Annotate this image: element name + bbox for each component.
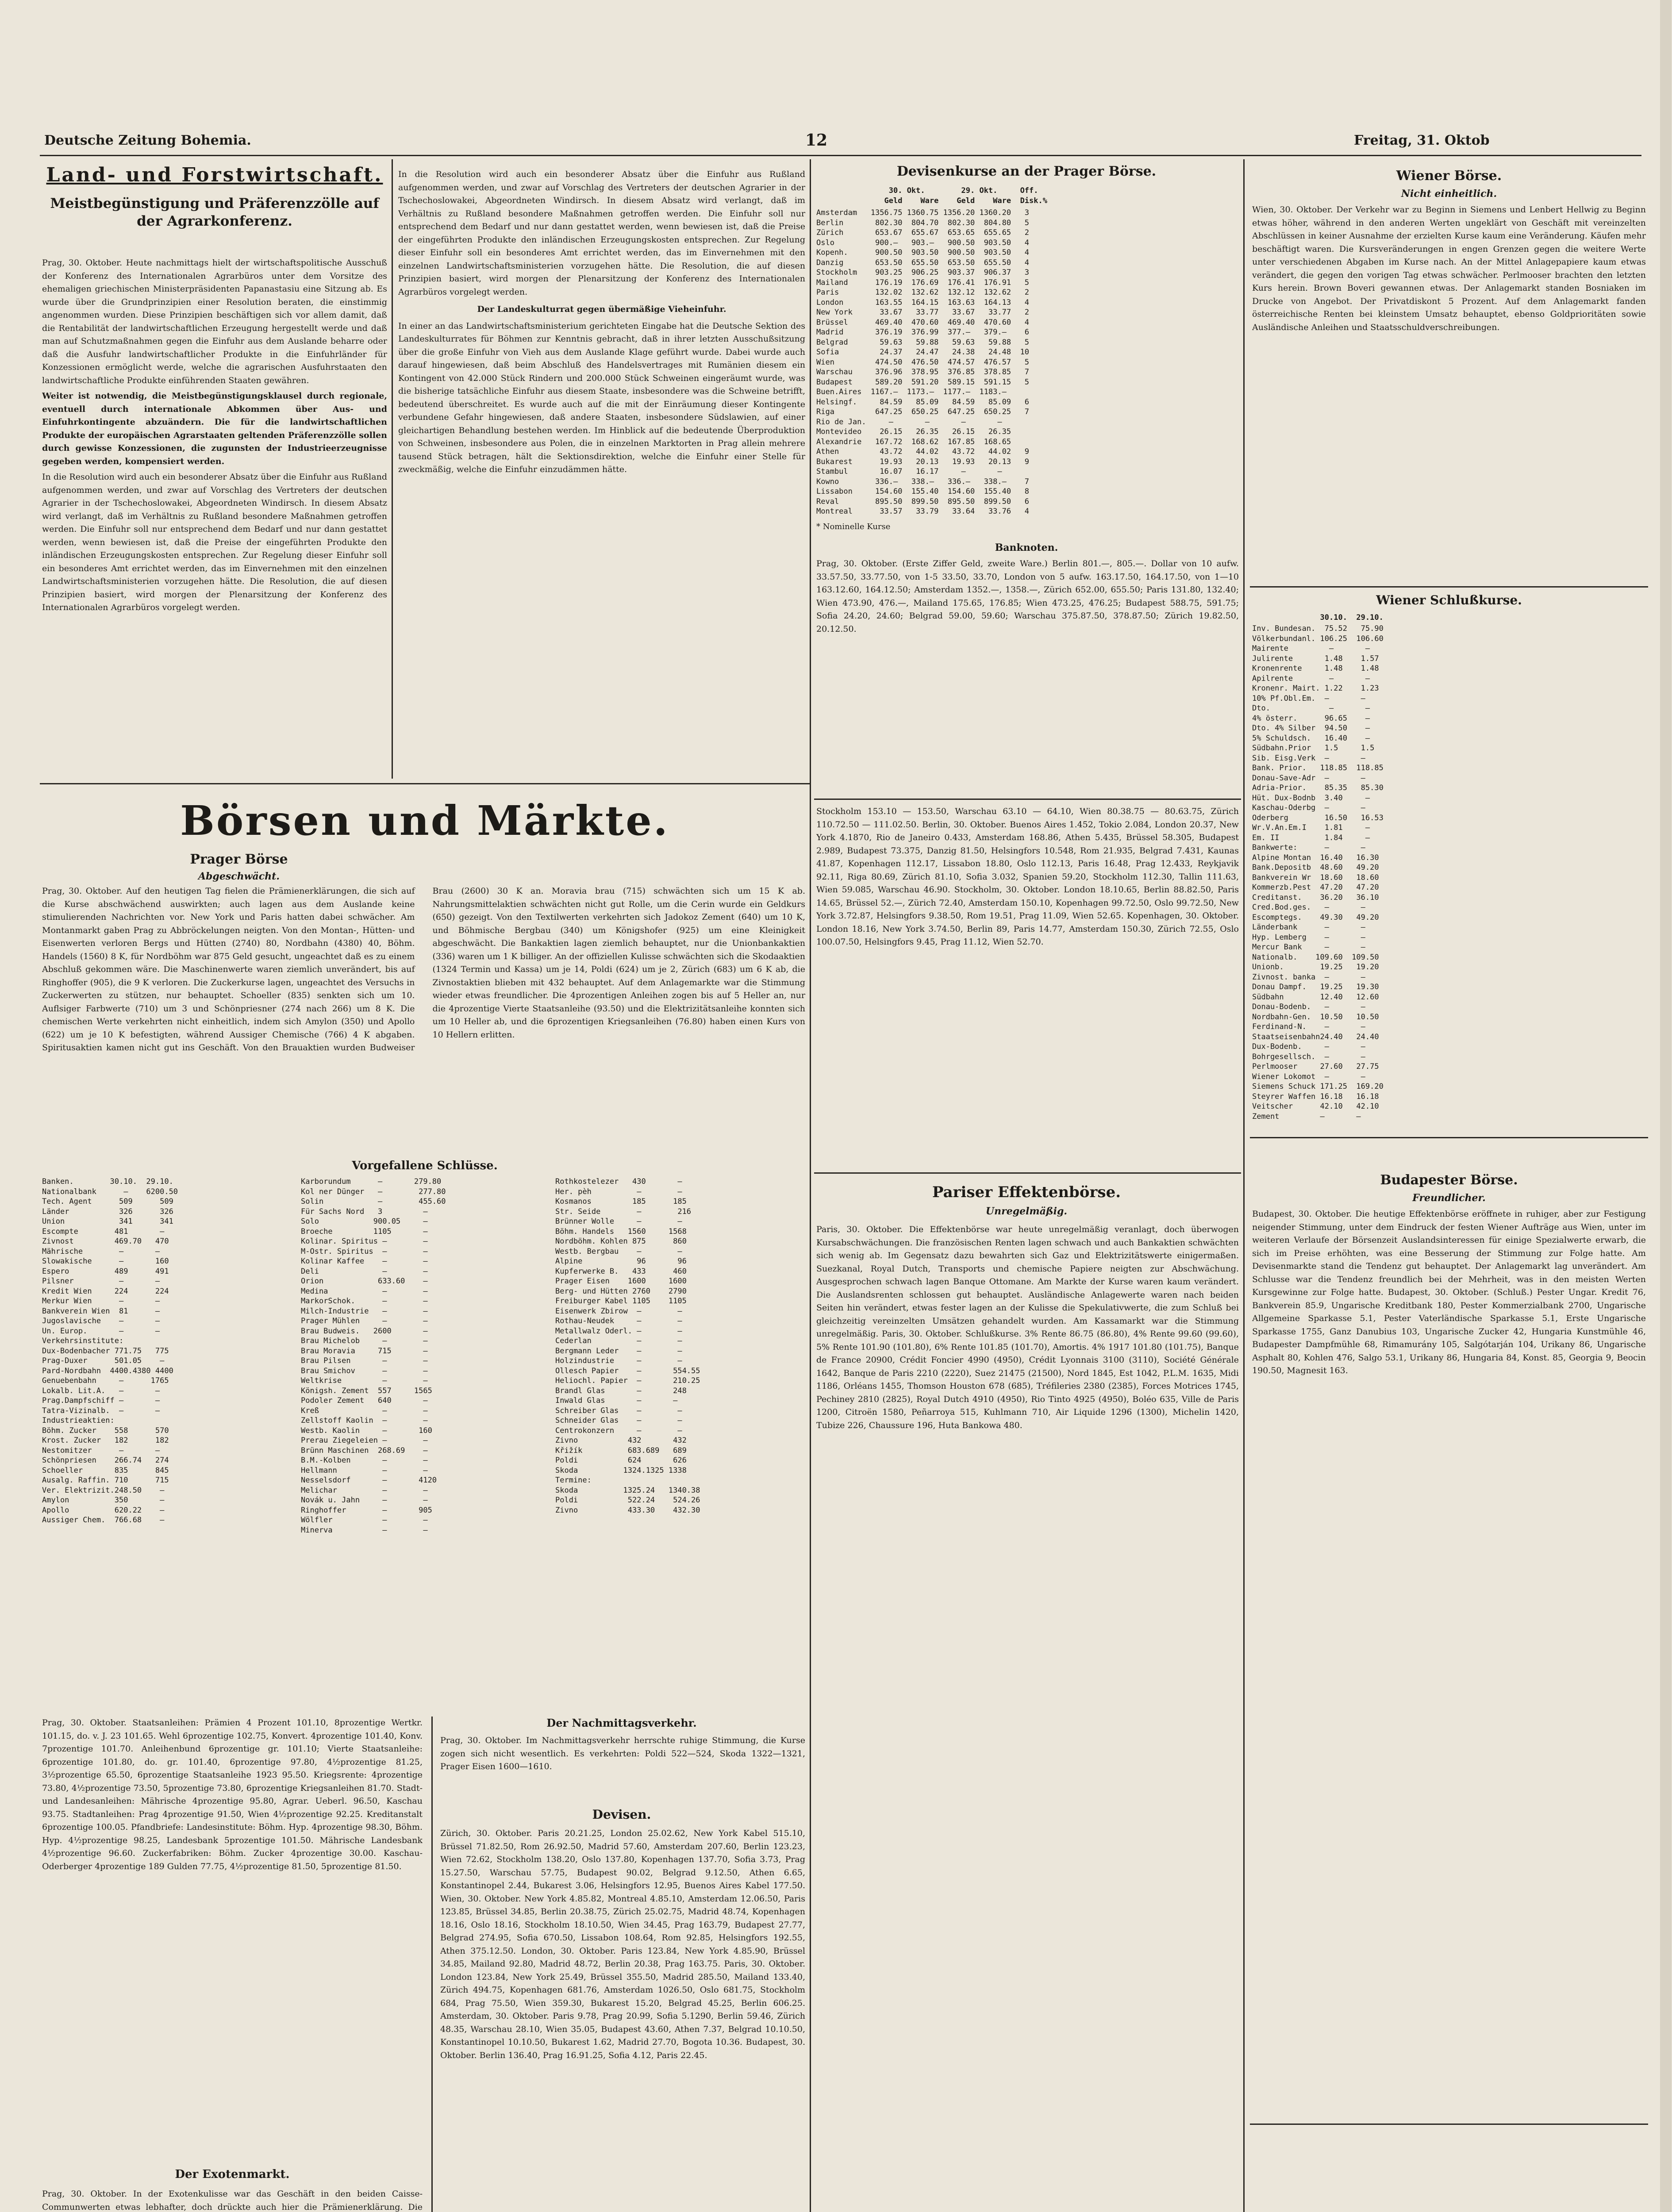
devisen-row: New York 33.67 33.77 33.67 33.77 2 — [816, 308, 1030, 317]
wien-row: Wr.V.An.Em.I 1.81 — — [1252, 823, 1370, 832]
wien-row: Hyp. Lemberg — — — [1252, 933, 1365, 942]
devisen-section-rule — [814, 799, 1241, 800]
wien-text: Wien, 30. Oktober. Der Verkehr war zu Beginn in Siemens und Lenbert Hellwig zu Beginn etwas höher, während in den anderen Werten ungeklärt von Geschäft mit vereinzelten Abschlüssen in keiner Ausnahme der erzielten Kurse kaum eine Veränderung. Käufen mehr beschäftigt waren. Die Kursveränderungen in engen Grenzen gegen die weitere Werte unter verschiedenen Abgaben im Kurse nach. An der Mittel Anlagepapiere kaum etwas verändert, die gegen den vorigen Tag etwas schwächer. Perlmooser brachten den letzten Kurs herein. Brown Boveri gewannen etwas. Der Anlagemarkt standen Bosniaken im Drucke von Angebot. Der Privatdiskont 5 Prozent. Auf dem Anlagemarkt fanden österreichische Renten bei kleinstem Umsatz behauptet, ebenso Goldprioritäten sowie Ausländische Anleihen und Staatsschuldverschreibungen. — [1252, 205, 1646, 332]
devisen-row: London 163.55 164.15 163.63 164.13 4 — [816, 298, 1030, 307]
wien-row: Dto. — — — [1252, 704, 1370, 713]
wien-row: Ferdinand-N. — — — [1252, 1022, 1365, 1031]
wien-row: Inv. Bundesan. 75.52 75.90 — [1252, 624, 1384, 633]
wien-row: Kronenr. Mairt. 1.22 1.23 — [1252, 684, 1379, 693]
wien-row: Nationalb. 109.60 109.50 — [1252, 952, 1379, 962]
wien-row: Staatseisenbahn24.40 24.40 — [1252, 1032, 1379, 1041]
wien-row: Adria-Prior. 85.35 85.30 — [1252, 783, 1384, 792]
devisen-row: Buen.Aires 1167.— 1173.— 1177.— 1183.— — [816, 388, 1007, 396]
devisen-row: Belgrad 59.63 59.88 59.63 59.88 5 — [816, 338, 1030, 347]
devisen-note: * Nominelle Kurse — [816, 522, 891, 531]
wien-rule — [1250, 586, 1648, 588]
pariser-title: Pariser Effektenbörse. — [932, 1183, 1121, 1201]
vorgefallene-table-3: Rothkostelezer 430 — Her. pèh — — Kosmanos 185 185 Str. Seide — 216 Brünner Wolle — — Böhm. Handels 1560 1568 Nordböhm. Kohlen 875 860 Westb. Bergbau — — Alpine 96 96 Kupferwerke B. 433 460 Prager Eisen 1600 1600 Berg- und Hütten 2760 2790 Freiburger Kabel 1105 1105 Eisenwerk Zbirow — — Rothau-Neudek — — Metallwalz Oderl. — — Cederlan — — Bergmann Leder — — Holzindustrie — — Ollesch Papier — 554.55 Heliochl. Papier — 210.25 Brandl Glas — 248 Inwald Glas — — Schreiber Glas — — Schneider Glas — — Centrokonzern — — Zivno 432 432 Křižík 683.689 689 Poldi 624 626 Skoda 1324.1325 1338 Termine: Skoda 1325.24 1340.38 Poldi 522.24 524.26 Zivno 433.30 432.30 — [555, 1177, 700, 1515]
wien-row: Kommerzb.Pest 47.20 47.20 — [1252, 883, 1379, 892]
wien-row: Nordbahn-Gen. 10.50 10.50 — [1252, 1012, 1379, 1022]
article-title-agrar: Meistbegünstigung und Präferenzzölle auf der Agrarkonferenz. — [50, 196, 379, 229]
wien-row: Bankwerte: — — — [1252, 843, 1365, 852]
header-rule — [40, 155, 1641, 156]
section-rule — [40, 783, 810, 784]
devisen-row: Riga 647.25 650.25 647.25 650.25 7 — [816, 407, 1030, 416]
prager-boerse-text: Prag, 30. Oktober. Auf den heutigen Tag fielen die Prämienerklärungen, die sich auf die Kurse abschwächend auswirkten; auch lagen aus dem Auslande keine stimulierenden Nachrichten vor. New York und Paris hatten dabei schwächer. Am Montanmarkt gaben Prag zu Abbröckelungen neigten. Von den Montan-, Hütten- und Eisenwerten verloren Bergs und Hütten (2740) 80, Nordbahn (4380) 40, Böhm. Handels (1560) 8 K, für Nordböhm war 875 Geld gesucht, ungeachtet daß es zu einem Abschluß gekommen wäre. Die Maschinenwerte waren ziemlich unverändert, bis auf Ringhoffer (905), die 9 K verloren. Die Zuckerkurse lagen, ungeachtet des Versuchs in Zuckerwerten zu stützen, nur behauptet. Schoeller (835) senkten sich um 10. Auflsiger Farbwerte (710) um 3 und Schönpriesner (274 nach 266) um 8 K. Die chemischen Werte verkehrten nicht einheitlich, indem sich Amylon (350) und Apollo (622) um je 10 K befestigten, während Aussiger Chemische (766) 4 K abgaben. Spiritusaktien kamen nicht gut ins Geschäft. Von den Brauaktien wurden Budweiser Brau (2600) 30 K an. Moravia brau (715) schwächten sich um 15 K ab. Nahrungsmittelaktien schwächten nicht gut Rolle, um die Cerin wurde ein Geldkurs (650) gezeigt. Von den Textilwerten verkehrten sich Jadokoz Zement (640) um 10 K, und Böhmische Bergbau (340) um Königshofer (925) um eine Kleinigkeit abgeschwächt. Die Bankaktien lagen ziemlich behauptet, nur die Unionbankaktien (336) waren um 1 K billiger. An der offiziellen Kulisse schwächten sich die Skodaaktien (1324 Termin und Kassa) um je 14, Poldi (624) um je 2, Zürich (683) um 6 K ab, die Zivnostaktien blieben mit 432 behauptet. Auf dem Anlagemarkte war die Stimmung wieder etwas freundlicher. Die 4prozentigen Anleihen zogen bis auf 5 Heller an, nur die 4prozentige Vierte Staatsanleihe (93.50) und die Elektrizitätsanleihe konnten sich um 10 Heller ab, und die 6prozentigen Kriegsanleihen (76.80) haben einen Kurs von 10 Hellern erlitten. — [42, 886, 805, 1052]
exoten-text: Prag, 30. Oktober. In der Exotenkulisse war das Geschäft in den beiden Caisse-Communwerten etwas lebhafter, doch drückte auch hier die Prämienerklärung. Die — [42, 2189, 423, 2212]
wien-row: Donau Dampf. 19.25 19.30 — [1252, 983, 1379, 991]
devisen-row: Stockholm 903.25 906.25 903.37 906.37 3 — [816, 268, 1030, 277]
devisen-row: Athen 43.72 44.02 43.72 44.02 9 — [816, 447, 1030, 456]
international-devisen-text: Stockholm 153.10 — 153.50, Warschau 63.10 — 64.10, Wien 80.38.75 — 80.63.75, Zürich 110.72.50 — 111.02.50. Berlin, 30. Oktober. Buenos Aires 1.452, Tokio 2.084, London 20.37, New York 4.1870, Rio de Janeiro 0.433, Amsterdam 168.86, Athen 5.435, Brüssel 58.305, Budapest 2.989, Budapest 73.375, Danzig 81.50, Helsingfors 10.548, Rom 21.935, Belgrad 7.431, Kaunas 41.87, Kopenhagen 112.17, Lissabon 18.80, Oslo 112.13, Paris 16.48, Prag 12.433, Reykjavik 92.11, Riga 80.69, Zürich 81.10, Sofia 3.032, Spanien 59.20, Stockholm 112.30, Tallin 111.63, Wien 59.085, Warschau 46.90. Stockholm, 30. Oktober. London 18.10.65, Berlin 88.82.50, Paris 14.65, Brüssel 52.—, Zürich 72.40, Amsterdam 150.10, Kopenhagen 99.72.50, Oslo 99.72.50, New York 3.72.87, Helsingfors 9.38.50, Rom 19.51, Prag 11.09, Wien 52.65. Kopenhagen, 30. Oktober. London 18.16, New York 3.74.50, Berlin 89, Paris 14.77, Amsterdam 150.30, Zürich 72.55, Oslo 100.07.50, Helsingfors 9.45, Prag 11.12, Wien 52.70. — [816, 806, 1239, 947]
wien-row: Donau-Save-Adr — — — [1252, 773, 1365, 783]
wien-schluss-title: Wiener Schlußkurse. — [1376, 593, 1522, 607]
devisen-row: Kowno 336.— 338.— 336.— 338.— 7 — [816, 477, 1030, 486]
wien-row: Hüt. Dux-Bodnb 3.40 — — [1252, 793, 1370, 803]
boersen-title: Börsen und Märkte. — [180, 797, 669, 845]
column-rule — [392, 159, 393, 779]
wien-row: Mairente — — — [1252, 644, 1370, 653]
wien-row: Dux-Bodenb. — — — [1252, 1042, 1365, 1051]
devisen-row: Madrid 376.19 376.99 377.— 379.— 6 — [816, 328, 1030, 337]
vorgefallene-table-2: Karborundum — 279.80 Kol ner Dünger — 277.80 Solin — 455.60 Für Sachs Nord 3 — Solo 900.05 — Broeche 1105 — Kolinar. Spiritus — — M-Ostr. Spiritus — — Kolinar Kaffee — — Deli — — Orion 633.60 — Medina — — MarkorSchok. — — Milch-Industrie — — Prager Mühlen — — Brau Budweis. 2600 — Brau Michelob — — Brau Moravia 715 — Brau Pilsen — — Brau Smichov — — Weltkrise — — Königsh. Zement 557 1565 Podoler Zement 640 — Kreß — — Zellstoff Kaolin — — Westb. Kaolin — 160 Prerau Ziegeleien — — Brünn Maschinen 268.69 — B.M.-Kolben — — Hellmann — — Nesselsdorf — 4120 Melichar — — Novák u. Jahn — — Ringhoffer — 905 Wölfler — — Minerva — — — [301, 1177, 446, 1535]
header-left: Deutsche Zeitung Bohemia. — [44, 133, 251, 148]
devisen-prag-table — [816, 208, 1241, 518]
devisen-row: Oslo 900.— 903.— 900.50 903.50 4 — [816, 238, 1030, 247]
wien-row: Südbahn.Prior 1.5 1.5 — [1252, 744, 1375, 753]
exoten-title: Der Exotenmarkt. — [175, 2168, 290, 2181]
wien-row: Em. II 1.84 — — [1252, 833, 1370, 842]
pariser-text: Paris, 30. Oktober. Die Effektenbörse war heute unregelmäßig veranlagt, doch überwogen Kursabschwächungen. Die französischen Renten lagen schwach und auch Bankaktien schwächten sich wenig ab. Im Gegensatz dazu bewahrten sich Gaz und Elektrizitätswerte einigermaßen. Suezkanal, Royal Dutch, Transports und chemische Papiere neigten zur Abschwächung. Ausgesprochen schwach lagen Banque Ottomane. Am Markte der Kurse waren kaum verändert. Die Auslandsrenten schlossen gut behauptet. Ausländische Anlagewerte waren nach beiden Seiten hin verändert, etwas fester lagen an der Kulisse die Spekulativwerte, die zum Schluß bei gleichzeitig vereinzelten Umsätzen gehandelt wurden. Am Kassamarkt war die Stimmung unregelmäßig. Paris, 30. Oktober. Schlußkurse. 3% Rente 86.75 (86.80), 4% Rente 99.60 (99.60), 5% Rente 101.90 (101.80), 6% Rente 101.85 (101.70), Amortis. 4% 1917 101.80 (101.75), Banque de France 20900, Crédit Foncier 4990 (4950), Crédit Lyonnais 3100 (3110), Société Générale 1642, Banque de Paris 2210 (2220), Suez 21475 (21500), Nord 1845, Est 1042, P.L.M. 1635, Midi 1186, Orléans 1455, Thomson Houston 678 (685), Tréfileries 2380 (2385), Forces Motrices 1745, Pechiney 2810 (2825), Royal Dutch 4910 (4950), Rio Tinto 4925 (4950), Boléo 635, Ville de Paris 1200, Citroën 1580, Peñarroya 515, Kuhlmann 710, Air Liquide 1296 (1300), Michelin 1420, Tubize 226, Chaussure 196, Huta Bankowa 480. — [816, 1225, 1239, 1430]
wien-row: Zivnost. banka — — — [1252, 972, 1365, 982]
wien-row: Alpine Montan 16.40 16.30 — [1252, 853, 1379, 862]
devisen-prag-title: Devisenkurse an der Prager Börse. — [896, 164, 1157, 179]
devisen-row: Montevideo 26.15 26.35 26.15 26.35 — [816, 427, 1011, 436]
vieh-text: In einer an das Landwirtschaftsministerium gerichteten Eingabe hat die Deutsche Sektion des Landeskulturrates für Böhmen zur Kenntnis gebracht, daß in ihrer letzten Ausschußsitzung über die große Einfuhr von Vieh aus dem Auslande Klage geführt wurde. Dabei wurde auch darauf hingewiesen, daß beim Abschluß des Handelsvertrages mit Rumänien diesem ein Kontingent von 42.000 Stück Rindern und 200.000 Stück Schweinen eingeräumt wurde, was die bisherige tatsächliche Einfuhr aus diesem Staate, insbesondere was die Schweine betrifft, bedeutend überschreitet. Es wurde auch auf die mit der Einräumung dieser Kontingente verbundene Gefahr hingewiesen, daß andere Staaten, insbesondere Südslawien, auf einer gleichartigen Behandlung bestehen werden. Im Hinblick auf die bedeutende Überproduktion von Schweinen, insbesondere aus Polen, die in einzelnen Marktorten in Prag allein mehrere tausend Stück betragen, hält die Sektionsdirektion, welche die Einfuhr einer Stelle für zweckmäßig, welche die Einfuhr einzudämmen hätte. — [398, 321, 805, 474]
section-title-land: Land- und Forstwirtschaft. — [46, 164, 383, 186]
wien-row: Apilrente — — — [1252, 674, 1370, 683]
land-paragraph: Weiter ist notwendig, die Meistbegünstigungsklausel durch regionale, eventuell durch internationale Abkommen über Aus- und Einfuhrkontingente abzuändern. Die für die landwirtschaftlichen Produkte der europäischen Agrarstaaten geltenden Präferenzzölle sollen durch gewisse Konzessionen, die zugunsten der Industrieerzeugnisse gegeben werden, kompensiert werden. — [42, 391, 387, 466]
wien-row: Veitscher 42.10 42.10 — [1252, 1102, 1379, 1111]
wien-schluss-table — [1252, 624, 1650, 1133]
prager-boerse-subtitle: Abgeschwächt. — [198, 871, 280, 882]
budapest-title: Budapester Börse. — [1380, 1172, 1518, 1188]
devisen-row: Zürich 653.67 655.67 653.65 655.65 2 — [816, 228, 1030, 237]
devisen-row: Danzig 653.50 655.50 653.50 655.50 4 — [816, 258, 1030, 267]
page-gutter — [1660, 0, 1672, 2212]
wien-row: Steyrer Waffen 16.18 16.18 — [1252, 1092, 1379, 1101]
wien-row: Oderberg 16.50 16.53 — [1252, 813, 1384, 822]
budapest-subtitle: Freundlicher. — [1412, 1192, 1486, 1204]
devisen-row: Paris 132.02 132.62 132.12 132.62 2 — [816, 288, 1030, 297]
vorgefallene-title: Vorgefallene Schlüsse. — [352, 1159, 498, 1172]
wien-row: Völkerbundanl. 106.25 106.60 — [1252, 634, 1384, 643]
devisen-row: Warschau 376.96 378.95 376.85 378.85 7 — [816, 368, 1030, 376]
devisen-row: Mailand 176.19 176.69 176.41 176.91 5 — [816, 278, 1030, 287]
devisen-row: Reval 895.50 899.50 895.50 899.50 6 — [816, 497, 1030, 506]
column-rule — [1243, 159, 1245, 2212]
wien-row: Zement — — — [1252, 1112, 1361, 1121]
devisen-row: Lissabon 154.60 155.40 154.60 155.40 8 — [816, 487, 1030, 496]
devisen-row: Stambul 16.07 16.17 — — — [816, 467, 1002, 476]
devisen-row: Sofia 24.37 24.47 24.38 24.48 10 — [816, 348, 1030, 357]
wien-subtitle: Nicht einheitlich. — [1401, 188, 1497, 200]
wien-row: Dto. 4% Silber 94.50 — — [1252, 724, 1370, 733]
prager-boerse-title: Prager Börse — [190, 852, 288, 867]
wien-row: Wiener Lokomot — — — [1252, 1072, 1365, 1081]
anleihen-text: Prag, 30. Oktober. Staatsanleihen: Prämien 4 Prozent 101.10, 8prozentige Wertkr. 101.15, do. v. J. 23 101.65. Wehl 6prozentige 102.75, Konvert. 4prozentige 101.40, Konv. 7prozentige 101.70. Anleihenbund 6prozentige gr. 101.10; Vierte Staatsanleihe: 6prozentige 101.80, do. gr. 101.40, 6prozentige 97.80, 4½prozentige 81.25, 3½prozentige 65.50, 6prozentige Staatsanleihe 1923 95.50. Kriegsrente: 4prozentige 73.80, 4½prozentige 73.50, 5prozentige 73.80, 6prozentige Kriegsanleihen 81.70. Stadt- und Landesanleihen: Mährische 4prozentige 95.80, Agrar. Ueberl. 96.50, Kaschau 93.75. Stadtanleihen: Prag 4prozentige 91.50, Wien 4½prozentige 92.25. Kreditanstalt 6prozentige 100.05. Pfandbriefe: Landesinstitute: Böhm. Hyp. 4prozentige 98.30, Böhm. Hyp. 4½prozentige 98.25, Landesbank 5prozentige 101.50. Mährische Landesbank 4½prozentige 96.60. Zuckerfabriken: Böhm. Zucker 4prozentige 30.00. Kaschau-Oderberger 4prozentige 189 Gulden 77.75, 4½prozentige 81.50, 5prozentige 81.50. — [42, 1718, 423, 1871]
column-rule — [810, 159, 811, 2212]
devisen-prag-head: 30. Okt. 29. Okt. Off. Geld Ware Geld Ware Disk.% — [884, 186, 1047, 205]
land-column-1 — [42, 257, 387, 779]
wien-row: Bank.Depositb 48.60 49.20 — [1252, 863, 1379, 872]
wien-row: Escomptegs. 49.30 49.20 — [1252, 913, 1379, 922]
wien-schluss-head: 30.10. 29.10. — [1252, 613, 1384, 622]
devisen-row: Berlin 802.30 804.70 802.30 804.80 5 — [816, 218, 1030, 227]
budapest-end-rule — [1250, 2124, 1648, 2125]
devisen-title: Devisen. — [592, 1807, 651, 1822]
devisen-row: Kopenh. 900.50 903.50 900.50 903.50 4 — [816, 248, 1030, 257]
nachmittag-text: Prag, 30. Oktober. Im Nachmittagsverkehr herrschte ruhige Stimmung, die Kurse zogen sich nicht wesentlich. Es verkehrten: Poldi 522—524, Skoda 1322—1321, Prager Eisen 1600—1610. — [440, 1736, 805, 1771]
wien-row: Mercur Bank — — — [1252, 943, 1365, 952]
devisen-row: Bukarest 19.93 20.13 19.93 20.13 9 — [816, 457, 1030, 466]
wien-row: Siemens Schuck 171.25 169.20 — [1252, 1082, 1384, 1091]
wien-row: Cred.Bod.ges. — — — [1252, 903, 1365, 912]
pariser-subtitle: Unregelmäßig. — [985, 1206, 1068, 1217]
wien-row: Julirente 1.48 1.57 — [1252, 654, 1379, 663]
land-paragraph-continued: In die Resolution wird auch ein besonderer Absatz über die Einfuhr aus Rußland aufgenommen werden, und zwar auf Vorschlag des Vertreters der deutschen Agrarier in der Tschechoslowakei, Abgeordneten Windirsch. In diesem Absatz wird verlangt, daß im Verhältnis zu Rußland besondere Maßnahmen getroffen werden. Die Einfuhr soll nur entsprechend dem Bedarf und nur dann gestattet werden, wenn bewiesen ist, daß die Preise der eingeführten Produkte den inländischen Erzeugungskosten entsprechen. Zur Regelung dieser Einfuhr soll ein besonderes Amt errichtet werden, das im Einvernehmen mit den einzelnen Landwirtschaftsministerien vorzugehen hätte. Die Resolution, die auf diesen Prinzipien basiert, wird morgen der Plenarsitzung der Konferenz des Internationalen Agrarbüros vorgelegt werden. — [398, 169, 805, 297]
banknoten-title: Banknoten. — [995, 542, 1058, 553]
wien-row: Sib. Eisg.Verk — — — [1252, 753, 1365, 763]
devisen-row: Brüssel 469.40 470.60 469.40 470.60 4 — [816, 318, 1030, 327]
wien-title: Wiener Börse. — [1396, 168, 1502, 184]
vorgefallene-table-1: Banken. 30.10. 29.10. Nationalbank — 6200.50 Tech. Agent 509 509 Länder 326 326 Union 341 341 Escompte 481 — Zivnost 469.70 470 Mährische — — Slowakische — 160 Espero 489 491 Pilsner — — Kredit Wien 224 224 Merkur Wien — — Bankverein Wien 81 — Jugoslavische — — Un. Europ. — — Verkehrsinstitute: Dux-Bodenbacher 771.75 775 Prag-Duxer 501.05 — Pard-Nordbahn 4400.4380 4400 Genuebenbahn — 1765 Lokalb. Lit.A. — — Prag.Dampfschiff — — Tatra-Vizinalb. — — Industrieaktien: Böhm. Zucker 558 570 Krost. Zucker 182 182 Nestomitzer — — Schönpriesen 266.74 274 Schoeller 835 845 Ausalg. Raffin. 710 715 Ver. Elektrizit.248.50 — Amylon 350 — Apollo 620.22 — Aussiger Chem. 766.68 — — [42, 1177, 178, 1525]
devisen-row: Budapest 589.20 591.20 589.15 591.15 5 — [816, 377, 1030, 387]
wien-row: Perlmooser 27.60 27.75 — [1252, 1062, 1379, 1071]
wien-row: Kaschau-Oderbg — — — [1252, 803, 1365, 812]
wien-row: Bankverein Wr 18.60 18.60 — [1252, 873, 1379, 882]
budapest-text: Budapest, 30. Oktober. Die heutige Effektenbörse eröffnete in ruhiger, aber zur Festigung neigender Stimmung, unter dem Eindruck der festen Wiener Aufträge aus Wien, unter im weiteren Verlaufe der Börsenzeit Auslandsinteressen für einige Spezialwerte erwarb, die sich im Preise erhöhten, was eine Besserung der Stimmung zur Folge hatte. Am Devisenmarkte stand die Tendenz gut behauptet. Der Anlagemarkt lag unverändert. Am Schlusse war die Tendenz freundlich bei der Mehrheit, was in den meisten Werten Kursgewinne zur Folge hatte. Budapest, 30. Oktober. (Schluß.) Pester Ungar. Kredit 76, Bankverein 85.9, Ungarische Kreditbank 180, Pester Kommerzialbank 2700, Ungarische Allgemeine Sparkasse 5.1, Pester Vaterländische Sparkasse 5.1, Erste Ungarische Sparkasse 1755, Ganz Danubius 103, Ungarische Zucker 42, Hungaria Kunstmühle 46, Budapester Dampfmühle 68, Rimamurány 105, Salgótarján 104, Urikany 86, Ungarische Asphalt 80, Kohlen 476, Salgo 53.1, Urikany 86, Hungaria 84, Konst. 85, Georgia 9, Beocin 190.50, Magnesit 163. — [1252, 1209, 1646, 1375]
wien-row: 10% Pf.Obl.Em. — — — [1252, 694, 1365, 703]
wien-row: Creditanst. 36.20 36.10 — [1252, 893, 1379, 902]
wien-row: Kronenrente 1.48 1.48 — [1252, 664, 1379, 673]
devisen-row: Montreal 33.57 33.79 33.64 33.76 4 — [816, 507, 1030, 516]
devisen-text: Zürich, 30. Oktober. Paris 20.21.25, London 25.02.62, New York Kabel 515.10, Brüssel 71.82.50, Rom 26.92.50, Madrid 57.60, Amsterdam 207.60, Berlin 123.23, Wien 72.62, Stockholm 138.20, Oslo 137.80, Kopenhagen 137.70, Sofia 3.73, Prag 15.27.50, Warschau 57.75, Budapest 90.02, Belgrad 9.12.50, Athen 6.65, Konstantinopel 2.44, Bukarest 3.06, Helsingfors 12.95, Buenos Aires Kabel 177.50. Wien, 30. Oktober. New York 4.85.82, Montreal 4.85.10, Amsterdam 12.06.50, Paris 123.85, Brüssel 34.85, Berlin 20.38.75, Zürich 25.02.75, Madrid 48.74, Kopenhagen 18.16, Oslo 18.16, Stockholm 18.10.50, Wien 34.45, Prag 163.79, Budapest 27.77, Belgrad 274.95, Sofia 670.50, Lissabon 108.64, Rom 92.85, Helsingfors 192.55, Athen 375.12.50. London, 30. Oktober. Paris 123.84, New York 4.85.90, Brüssel 34.85, Mailand 92.80, Madrid 48.72, Berlin 20.38, Prag 163.75. Paris, 30. Oktober. London 123.84, New York 25.49, Brüssel 355.50, Madrid 285.50, Mailand 133.40, Zürich 494.75, Kopenhagen 681.76, Amsterdam 1026.50, Oslo 681.75, Stockholm 684, Prag 75.50, Wien 359.30, Bukarest 15.20, Belgrad 45.25, Berlin 606.25. Amsterdam, 30. Oktober. Paris 9.78, Prag 20.99, Sofia 5.1290, Berlin 59.46, Zürich 48.35, Warschau 28.10, Wien 35.05, Budapest 43.60, Athen 7.37, Belgrad 10.10.50, Konstantinopel 10.10.50, Bukarest 1.62, Madrid 27.70, Bogota 10.36. Budapest, 30. Oktober. Berlin 136.40, Prag 16.91.25, Sofia 4.12, Paris 22.45. — [440, 1828, 805, 2060]
wien-row: 5% Schuldsch. 16.40 — — [1252, 733, 1370, 743]
wien-row: Bohrgesellsch. — — — [1252, 1052, 1365, 1061]
wien-row: Südbahn 12.40 12.60 — [1252, 992, 1379, 1002]
land-paragraph: In die Resolution wird auch ein besonderer Absatz über die Einfuhr aus Rußland aufgenommen werden, und zwar auf Vorschlag des Vertreters der deutschen Agrarier in der Tschechoslowakei, Abgeordneten Windirsch. In diesem Absatz wird verlangt, daß im Verhältnis zu Rußland besondere Maßnahmen getroffen werden. Die Einfuhr soll nur entsprechend dem Bedarf und nur dann gestattet werden, wenn bewiesen ist, daß die Preise der eingeführten Produkte den inländischen Erzeugungskosten entsprechen. Zur Regelung dieser Einfuhr soll ein besonderes Amt errichtet werden, das im Einvernehmen mit den einzelnen Landwirtschaftsministerien vorzugehen hätte. Die Resolution, die auf diesen Prinzipien basiert, wird morgen der Plenarsitzung der Konferenz des Internationalen Agrarbüros vorgelegt werden. — [42, 472, 387, 612]
header-right: Freitag, 31. Oktob — [1354, 133, 1490, 148]
wien-row: Länderbank — — — [1252, 923, 1365, 932]
nachmittag-title: Der Nachmittagsverkehr. — [546, 1717, 697, 1729]
wien-row: Unionb. 19.25 19.20 — [1252, 963, 1379, 972]
devisen-row: Alexandrie 167.72 168.62 167.85 168.65 — [816, 437, 1011, 446]
devisen-row: Helsingf. 84.59 85.09 84.59 85.09 6 — [816, 397, 1030, 407]
wien-row: Bank. Prior. 118.85 118.85 — [1252, 764, 1384, 772]
wien-row: 4% österr. 96.65 — — [1252, 714, 1370, 723]
column-rule — [431, 1717, 433, 2212]
devisen-row: Rio de Jan. — — — — — [816, 417, 1002, 426]
land-paragraph: Prag, 30. Oktober. Heute nachmittags hielt der wirtschaftspolitische Ausschuß der Konferenz des Internationalen Agrarbüros unter dem Vorsitze des ehemaligen griechischen Ministerpräsidenten Papanastasiu eine Sitzung ab. Es wurde über die Grundprinzipien einer Resolution beraten, die einstimmig angenommen wurden. Diese Prinzipien beschäftigen sich vor allem damit, daß die Rentabilität der landwirtschaftlichen Erzeugung hergestellt werde und daß man auf Schutzmaßnahmen gegen die Einfuhr aus dem Auslande beharre oder daß die Ausfuhr landwirtschaftlicher Produkte in die Einfuhrländer für Konzessionen ermöglicht werde, welche die agrarischen Ausfuhrstaaten den landwirtschaftliche Produkte einführenden Staaten gewähren. — [42, 258, 387, 385]
wien-end-rule — [1250, 1137, 1648, 1138]
banknoten-text: Prag, 30. Oktober. (Erste Ziffer Geld, zweite Ware.) Berlin 801.—, 805.—. Dollar von 10 aufw. 33.57.50, 33.77.50, von 1-5 33.50, 33.70, London von 5 aufw. 163.17.50, 164.17.50, von 1—10 163.12.60, 164.12.50; Amsterdam 1352.—, 1358.—, Zürich 652.00, 655.50; Paris 131.80, 132.40; Wien 473.90, 476.—, Mailand 175.65, 176.85; Wien 473.25, 476.25; Budapest 588.75, 591.75; Sofia 24.20, 24.60; Belgrad 59.00, 59.60; Warschau 375.87.50, 378.87.50; Zürich 19.82.50, 20.12.50. — [816, 559, 1239, 634]
pariser-rule — [814, 1172, 1241, 1174]
vieh-headline: Der Landeskulturrat gegen übermäßige Vieheinfuhr. — [477, 304, 726, 314]
page-number: 12 — [805, 131, 828, 150]
devisen-row: Amsterdam 1356.75 1360.75 1356.20 1360.20 3 — [816, 208, 1030, 217]
devisen-row: Wien 474.50 476.50 474.57 476.57 5 — [816, 357, 1030, 367]
wien-row: Donau-Bodenb. — — — [1252, 1002, 1365, 1011]
land-column-2 — [398, 168, 805, 779]
